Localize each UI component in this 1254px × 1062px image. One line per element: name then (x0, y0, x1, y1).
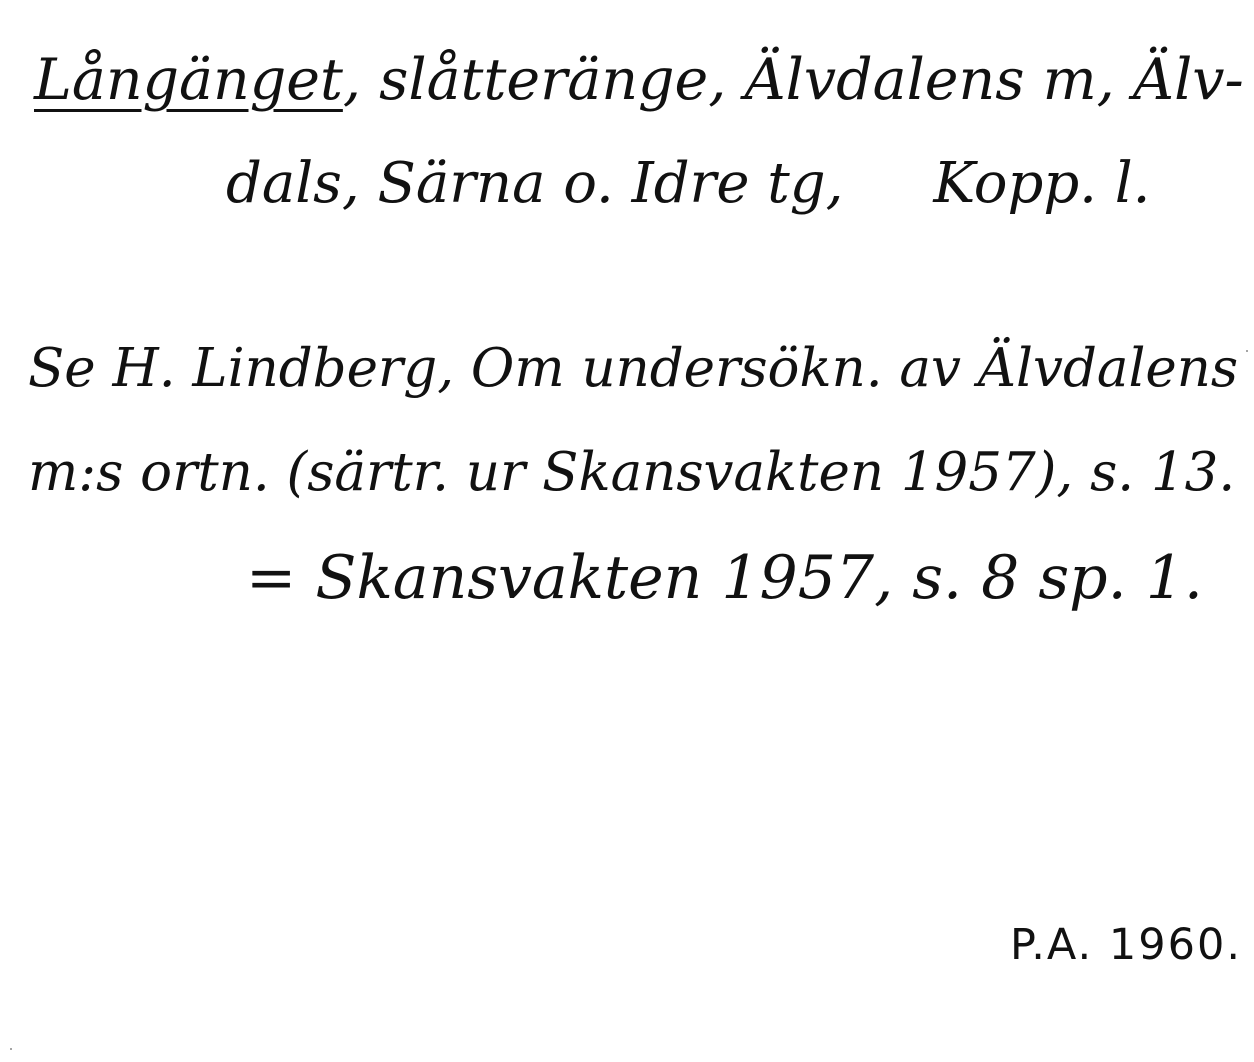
headword: Långänget (34, 47, 343, 113)
card-line-2 (226, 151, 1151, 216)
card-line-1 (34, 47, 1244, 113)
source-reference: Kopp. l. (933, 151, 1151, 216)
parish-list: dals, Särna o. Idre tg, (226, 151, 844, 216)
card-line-4: m:s ortn. (särtr. ur Skansvakten 1957), s. 13. (28, 442, 1236, 503)
scan-speck (10, 1048, 12, 1050)
headword-description: , slåtteränge, Älvdalens m, Älv- (342, 47, 1244, 113)
card-line-5: = Skansvakten 1957, s. 8 sp. 1. (246, 543, 1203, 613)
scan-speck (1246, 350, 1248, 352)
signature: P.A. 1960. (1010, 920, 1242, 970)
card-line-3: Se H. Lindberg, Om undersökn. av Älvdalens (28, 338, 1239, 399)
